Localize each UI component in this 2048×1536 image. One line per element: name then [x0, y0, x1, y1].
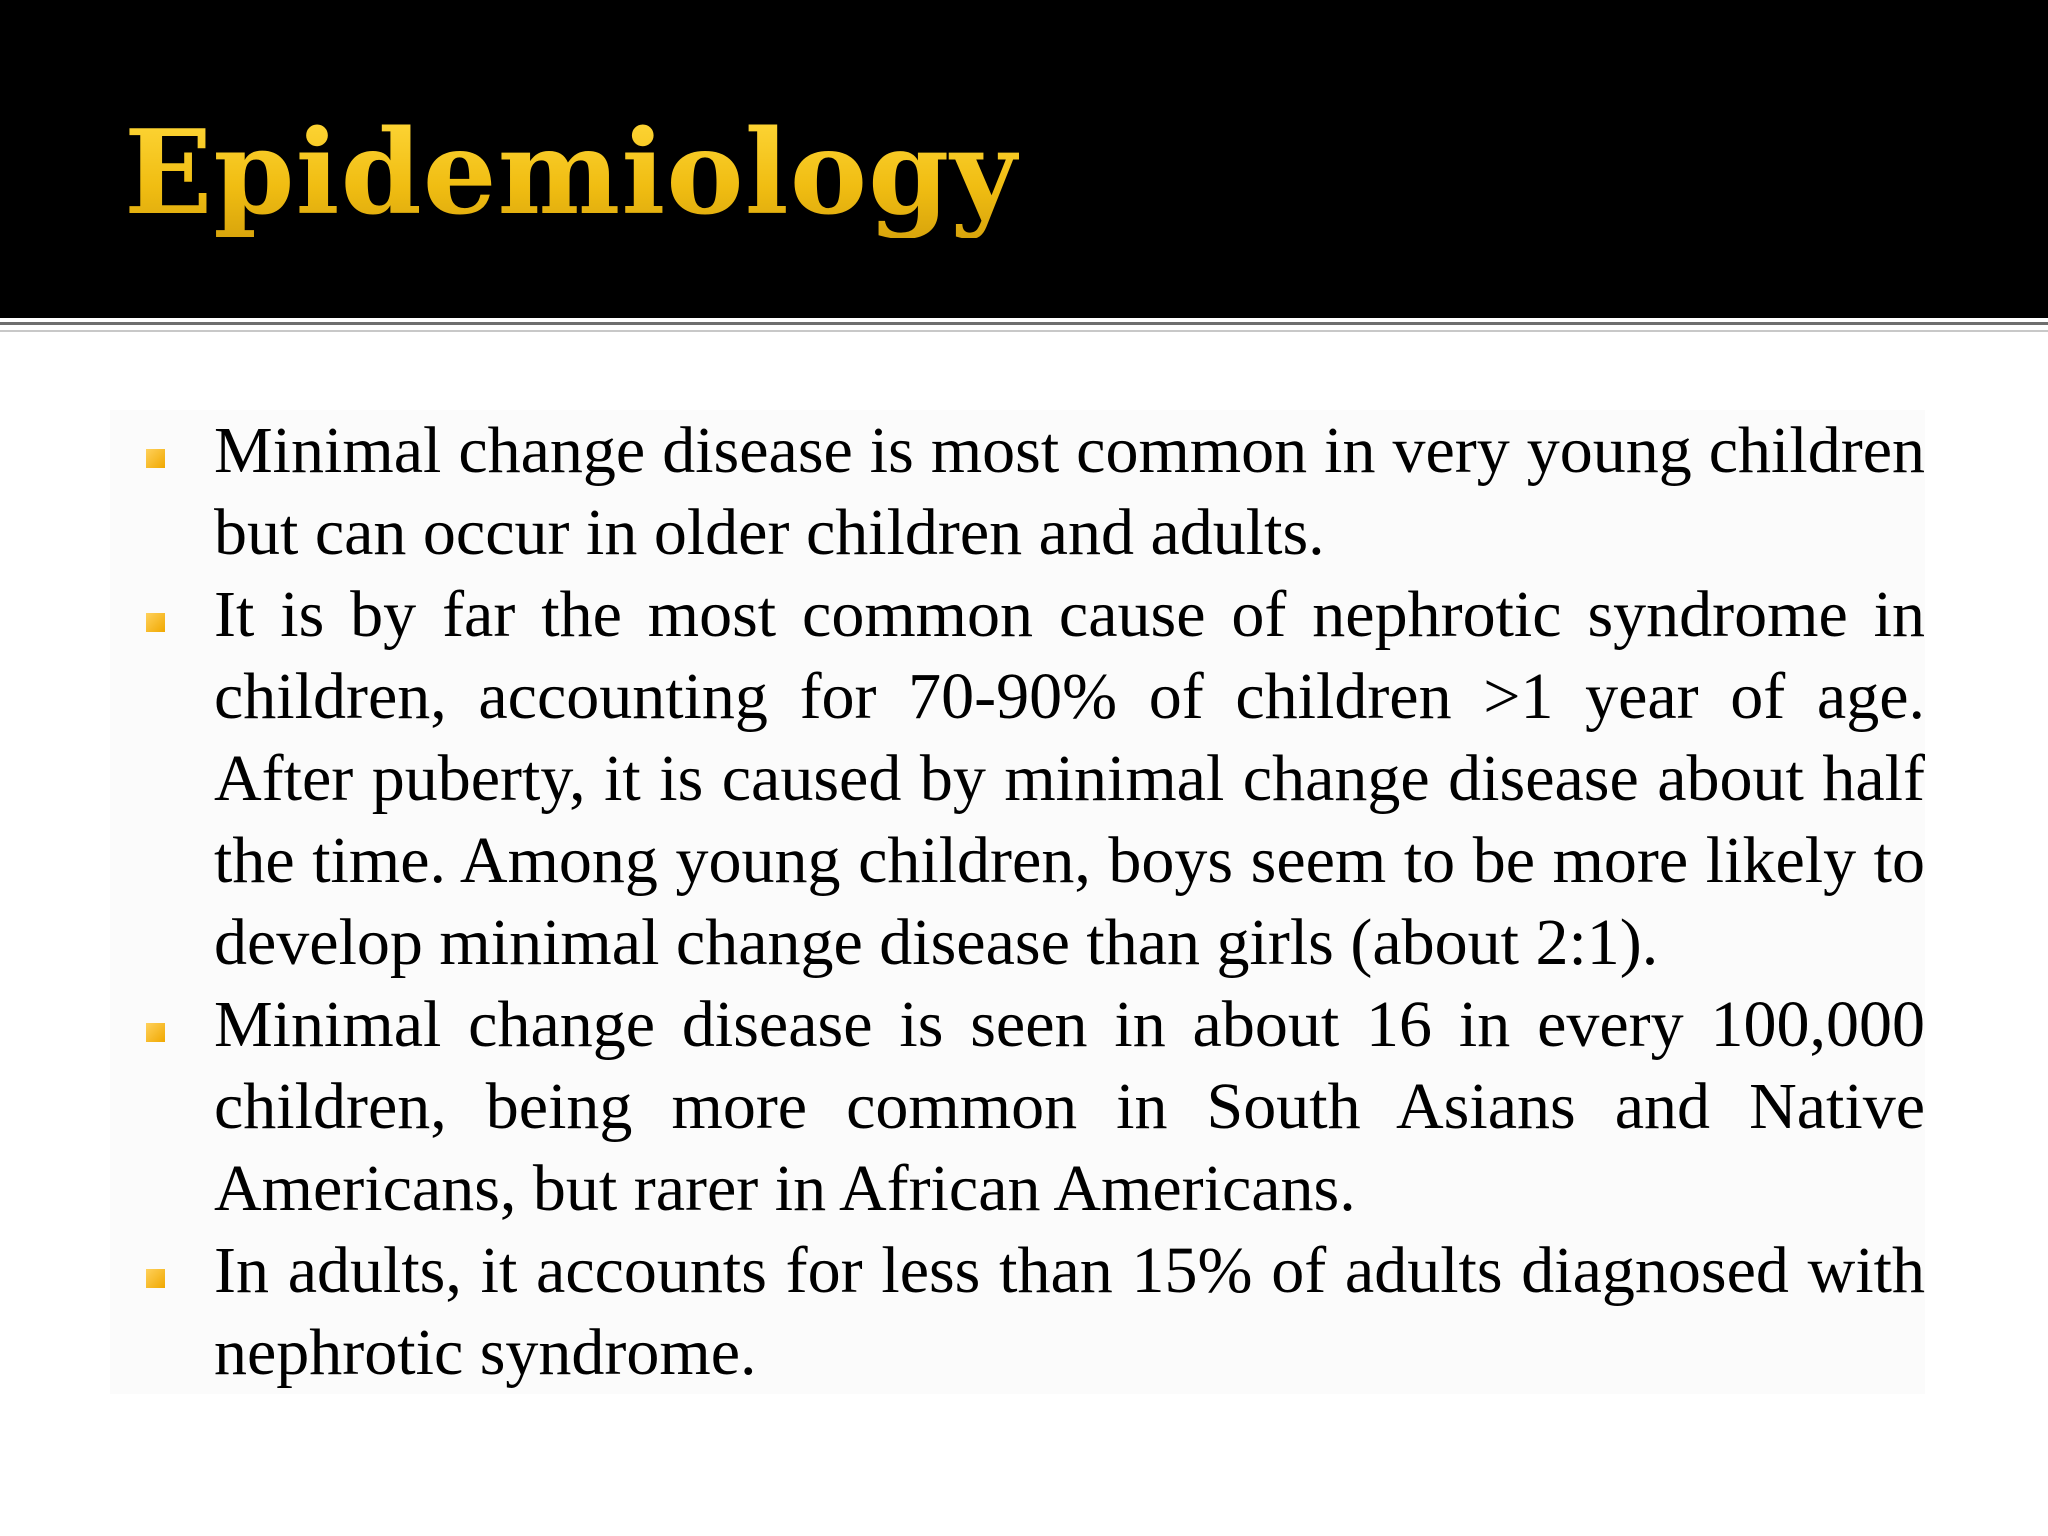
- slide-content: [110, 410, 1925, 1394]
- square-bullet-icon: [146, 449, 165, 468]
- bullet-text: Minimal change disease is seen in about 16 in every 100,000 children, being more common in South Asians and Native Americans, but rarer in African Americans.: [214, 988, 1925, 1225]
- bullet-text: In adults, it accounts for less than 15% of adults diagnosed with nephrotic syndrome.: [214, 1234, 1925, 1389]
- slide-title: Epidemiology: [124, 105, 1019, 241]
- bullet-item: [110, 1230, 1925, 1394]
- bullet-text: Minimal change disease is most common in very young children but can occur in older children and adults.: [214, 414, 1925, 569]
- bullet-list: [110, 410, 1925, 1394]
- bullet-text: It is by far the most common cause of nephrotic syndrome in children, accounting for 70-90% of children >1 year of age. After puberty, it is caused by minimal change disease about half the time. Among young children, boys seem to be more likely to develop minimal change disease than girls (about 2:1).: [214, 578, 1925, 979]
- bullet-item: [110, 410, 1925, 574]
- header-divider-dark: [0, 322, 2048, 325]
- bullet-item: [110, 984, 1925, 1230]
- title-bar: [0, 0, 2048, 318]
- square-bullet-icon: [146, 613, 165, 632]
- header-divider-light: [0, 330, 2048, 332]
- square-bullet-icon: [146, 1023, 165, 1042]
- square-bullet-icon: [146, 1269, 165, 1288]
- bullet-item: [110, 574, 1925, 984]
